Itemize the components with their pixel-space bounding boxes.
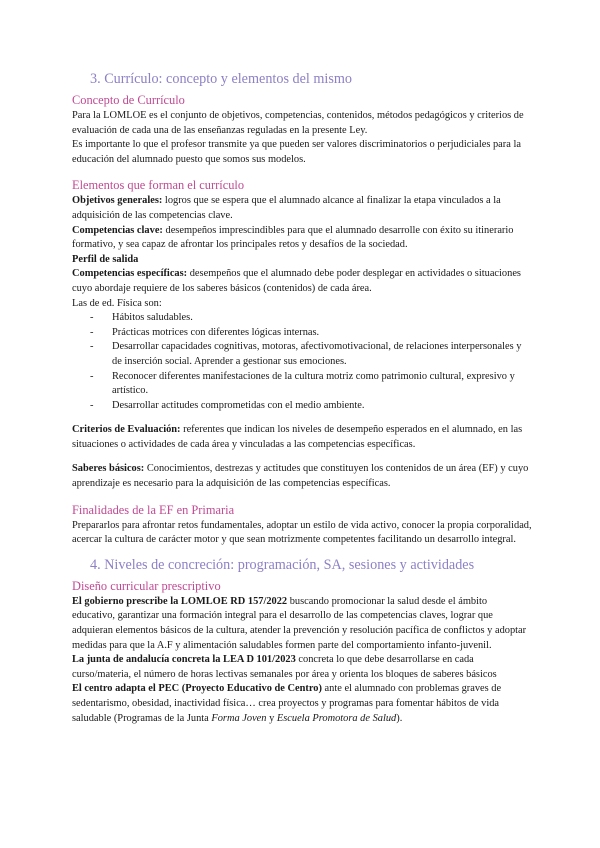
junta-paragraph: [72, 653, 532, 682]
gobierno-text: buscando promocionar la salud desde el ámbito educativo, garantizar una formación integral para el desarrollo de las competencias claves, lograr que adquieran elementos básicos de la cultura, atender la prevención y resolución pacífica de conflictos y adoptar medidas para que la A.F y alimentación saludables formen parte del comportamiento infanto-juvenil.: [72, 595, 527, 651]
section-3-title: 3. Currículo: concepto y elementos del mismo: [90, 71, 353, 87]
criterios-text: referentes que indican los niveles de desempeño esperados en el alumnado, en las situaciones o actividades de cada área y vinculadas a las competencias específicas.: [72, 424, 523, 450]
list-item: - Prácticas motrices con diferentes lógicas internas.: [90, 326, 532, 341]
especificas-label: Competencias específicas:: [72, 268, 188, 280]
objetivos-text: logros que se espera que el alumnado alcance al finalizar la etapa vinculados a la adquisición de las competencias clave.: [72, 195, 501, 221]
saberes-paragraph: [72, 462, 532, 491]
criterios-paragraph: [72, 423, 532, 452]
criterios-label: Criterios de Evaluación:: [72, 424, 181, 436]
centro-text: ante el alumnado con problemas graves de sedentarismo, obesidad, inactividad física… crea proyectos y programas para fomentar hábitos de vida saludable (Programas de la Junta: [72, 683, 502, 724]
concepto-paragraph-1: Para la LOMLOE es el conjunto de objetivos, competencias, contenidos, métodos pedagógicos y criterios de evaluación de cada una de las enseñanzas reguladas en la presente Ley.: [72, 110, 524, 136]
forma-joven: Forma Joven: [211, 712, 267, 724]
gobierno-label: El gobierno prescribe la LOMLOE RD 157/2022: [72, 595, 288, 607]
finalidades-heading: Finalidades de la EF en Primaria: [72, 502, 235, 517]
escuela-promotora: Escuela Promotora de Salud: [276, 712, 397, 724]
diseno-heading: Diseño curricular prescriptivo: [72, 578, 221, 593]
centro-paragraph: El centro adapta el PEC (Proyecto Educativo de Centro) ante el alumnado con problemas graves de sedentarismo, obesidad, inactividad física… crea proyectos y programas para fomentar hábitos de vida saludable (Programas de la Junta Forma Joven y Escuela Promotora de Salud).: [72, 683, 502, 724]
junta-text: concreta lo que debe desarrollarse en cada curso/materia, el número de horas lectivas semanales por área y orienta los bloques de saberes básicos: [72, 654, 497, 680]
list-item: - Desarrollar actitudes comprometidas con el medio ambiente.: [90, 399, 532, 414]
section-4-title: 4. Niveles de concreción: programación, SA, sesiones y actividades: [90, 556, 475, 573]
ef-competencias-list: [72, 311, 532, 413]
centro-label: El centro adapta el PEC (Proyecto Educativo de Centro): [72, 683, 322, 695]
especificas-paragraph: [72, 267, 532, 296]
concepto-paragraph-2: Es importante lo que el profesor transmite ya que pueden ser valores discriminatorios o perjudiciales para la educación del alumnado puesto que somos sus modelos.: [72, 139, 521, 165]
especificas-text: desempeños que el alumnado debe poder desplegar en actividades o situaciones cuyo abordaje requiere de los saberes básicos (contenidos) de cada área.: [72, 268, 521, 294]
saberes-text: Conocimientos, destrezas y actitudes que constituyen los contenidos de un área (EF) y cuyo aprendizaje es necesario para la adquisición de las competencias específicas.: [72, 463, 529, 490]
perfil-salida: Perfil de salida: [72, 253, 139, 265]
objetivos-label: Objetivos generales:: [72, 195, 163, 207]
elementos-heading: Elementos que forman el currículo: [72, 178, 245, 193]
finalidades-paragraph: Prepararlos para afrontar retos fundamentales, adoptar un estilo de vida activo, conocer la propia corporalidad, acercar la cultura de carácter motor y que sean motrizmente competentes facilitando un desarrollo integral.: [72, 519, 532, 546]
competencias-paragraph: [72, 224, 532, 253]
list-item: - Desarrollar capacidades cognitivas, motoras, afectivomotivacional, de relaciones interpersonales y de inserción social. Aprender a gestionar sus emociones.: [90, 340, 532, 369]
competencias-text: desempeños imprescindibles para que el alumnado desarrolle con éxito su itinerario formativo, y sea capaz de afrontar los principales retos y desafíos de la sociedad.: [72, 224, 514, 251]
list-item: - Hábitos saludables.: [90, 311, 532, 326]
list-item: - Reconocer diferentes manifestaciones de la cultura motriz como patrimonio cultural, expresivo y artístico.: [90, 370, 532, 399]
objetivos-paragraph: [72, 194, 532, 223]
gobierno-paragraph: [72, 595, 532, 653]
competencias-label: Competencias clave:: [72, 224, 163, 236]
junta-label: La junta de andalucía concreta la LEA D 101/2023: [72, 654, 296, 666]
concepto-heading: Concepto de Currículo: [72, 93, 185, 107]
ef-intro: Las de ed. Física son:: [72, 297, 162, 309]
saberes-label: Saberes básicos:: [72, 463, 145, 475]
